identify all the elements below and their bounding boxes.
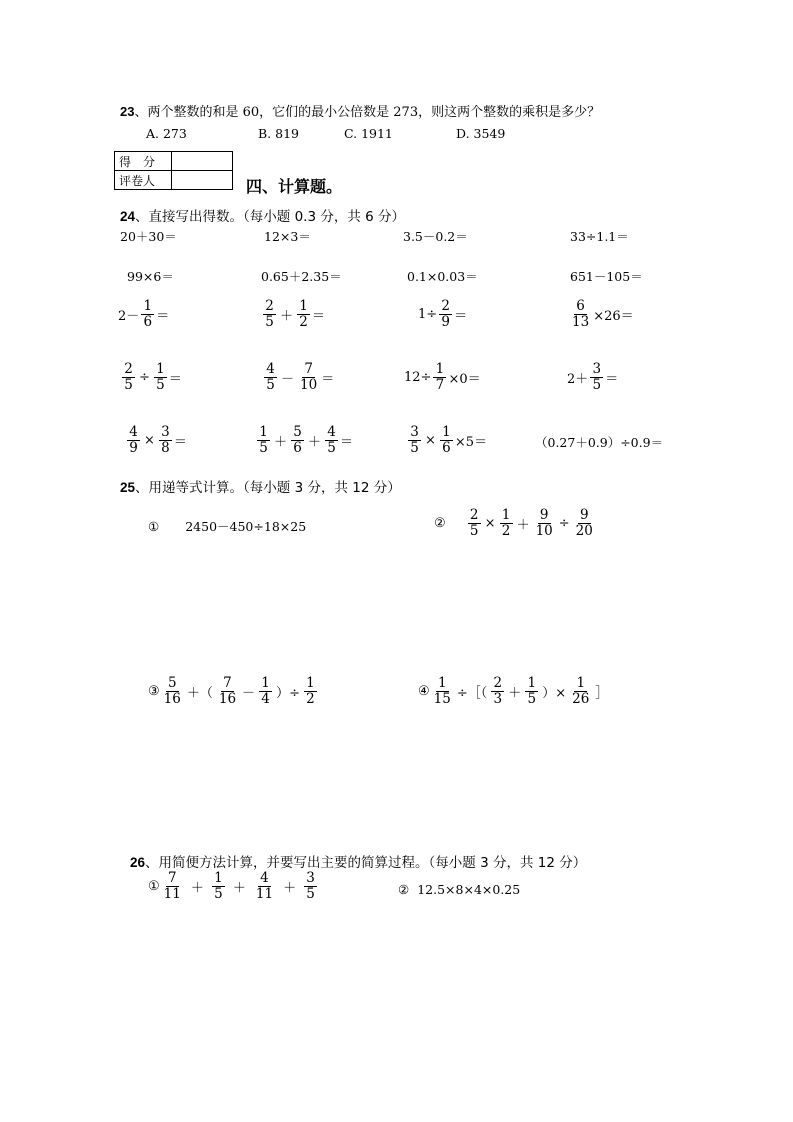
- expr-24-7: 0.1×0.03＝: [407, 269, 478, 284]
- question-number: 23: [120, 104, 135, 119]
- question-text: 、用简便方法计算，并要写出主要的简算过程。（每小题 3 分，共 12 分）: [145, 855, 587, 871]
- problem-25-3: ③ $\frac{5}{16}$ ＋（ $\frac{7}{16}$ － $\frac{1}{4}$ ）÷ $\frac{1}{2}$: [148, 676, 319, 707]
- option-b: B. 819: [258, 126, 299, 141]
- option-a: A. 273: [146, 126, 187, 141]
- question-26: [130, 851, 586, 871]
- question-number: 26: [130, 855, 146, 870]
- grader-label: 评卷人: [115, 171, 172, 190]
- expr-24-2: 12×3＝: [264, 229, 311, 244]
- expr-24-6: 0.65＋2.35＝: [261, 269, 342, 284]
- problem-marker: ①: [148, 519, 160, 534]
- problem-marker: ①: [148, 879, 160, 894]
- expr-24-5: 99×6＝: [127, 269, 174, 284]
- expr-24-12: $\frac{6}{13}$ ×26＝: [572, 298, 634, 330]
- problem-26-2: [398, 880, 520, 900]
- score-box[interactable]: [172, 152, 233, 171]
- question-24: [120, 205, 405, 225]
- problem-26-1: ① $\frac{7}{11}$ ＋ $\frac{1}{5}$ ＋ $\frac{4}{11}$ ＋ $\frac{3}{5}$: [148, 871, 319, 902]
- expr-24-3: 3.5－0.2＝: [403, 229, 468, 244]
- expr-24-18: $\frac{1}{5}$ ＋ $\frac{5}{6}$ ＋ $\frac{4}{5}$ ＝: [255, 425, 353, 456]
- expr-24-8: 651－105＝: [570, 269, 643, 284]
- question-23: [120, 101, 600, 120]
- question-text: 、两个整数的和是 60，它们的最小公倍数是 273，则这两个整数的乘积是多少？: [134, 105, 601, 120]
- expr-24-10: $\frac{2}{5}$ ＋ $\frac{1}{2}$ ＝: [261, 299, 325, 330]
- problem-marker: ②: [398, 882, 410, 897]
- question-number: 24: [120, 209, 136, 224]
- question-text: 、直接写出得数。（每小题 0.3 分，共 6 分）: [135, 209, 406, 225]
- score-table: [114, 151, 233, 190]
- score-label: 得 分: [115, 152, 172, 171]
- section-title: 四、计算题。: [246, 177, 343, 196]
- expr-24-13: $\frac{2}{5}$ ÷ $\frac{1}{5}$ ＝: [120, 362, 182, 393]
- expr-24-17: $\frac{4}{9}$ × $\frac{3}{8}$ ＝: [125, 425, 187, 456]
- question-text: 、用递等式计算。（每小题 3 分，共 12 分）: [135, 480, 401, 496]
- expr-24-20: （0.27＋0.9）÷0.9＝: [535, 435, 664, 450]
- problem-marker: ④: [418, 684, 430, 699]
- problem-marker: ③: [148, 684, 160, 699]
- problem-25-4: ④ $\frac{1}{15}$ ÷［（ $\frac{2}{3}$ ＋ $\frac{1}{5}$ ）× $\frac{1}{26}$ ］: [418, 675, 609, 707]
- expr-24-14: $\frac{4}{5}$ － $\frac{7}{10}$ ＝: [262, 362, 334, 393]
- option-c: C. 1911: [344, 126, 393, 141]
- question-25: [120, 476, 401, 496]
- question-number: 25: [120, 480, 136, 495]
- problem-25-2: ② $\frac{2}{5}$ × $\frac{1}{2}$ ＋ $\frac{9}{10}$ ÷ $\frac{9}{20}$: [434, 507, 593, 539]
- expr-24-9: 2－ $\frac{1}{6}$ ＝: [118, 298, 170, 330]
- expr-24-1: 20＋30＝: [120, 229, 177, 244]
- problem-expression: 2450－450÷18×25: [185, 519, 307, 534]
- expr-24-11: 1÷ $\frac{2}{9}$ ＝: [418, 298, 468, 330]
- grader-box[interactable]: [172, 171, 233, 190]
- problem-expression: 12.5×8×4×0.25: [417, 882, 521, 897]
- expr-24-16: 2＋ $\frac{3}{5}$ ＝: [567, 361, 619, 393]
- problem-25-1: [148, 517, 306, 537]
- expr-24-15: 12÷ $\frac{1}{7}$ ×0＝: [404, 361, 481, 393]
- option-d: D. 3549: [456, 126, 506, 141]
- problem-marker: ②: [434, 516, 446, 531]
- expr-24-4: 33÷1.1＝: [570, 229, 629, 244]
- expr-24-19: $\frac{3}{5}$ × $\frac{1}{6}$ ×5＝: [406, 425, 487, 456]
